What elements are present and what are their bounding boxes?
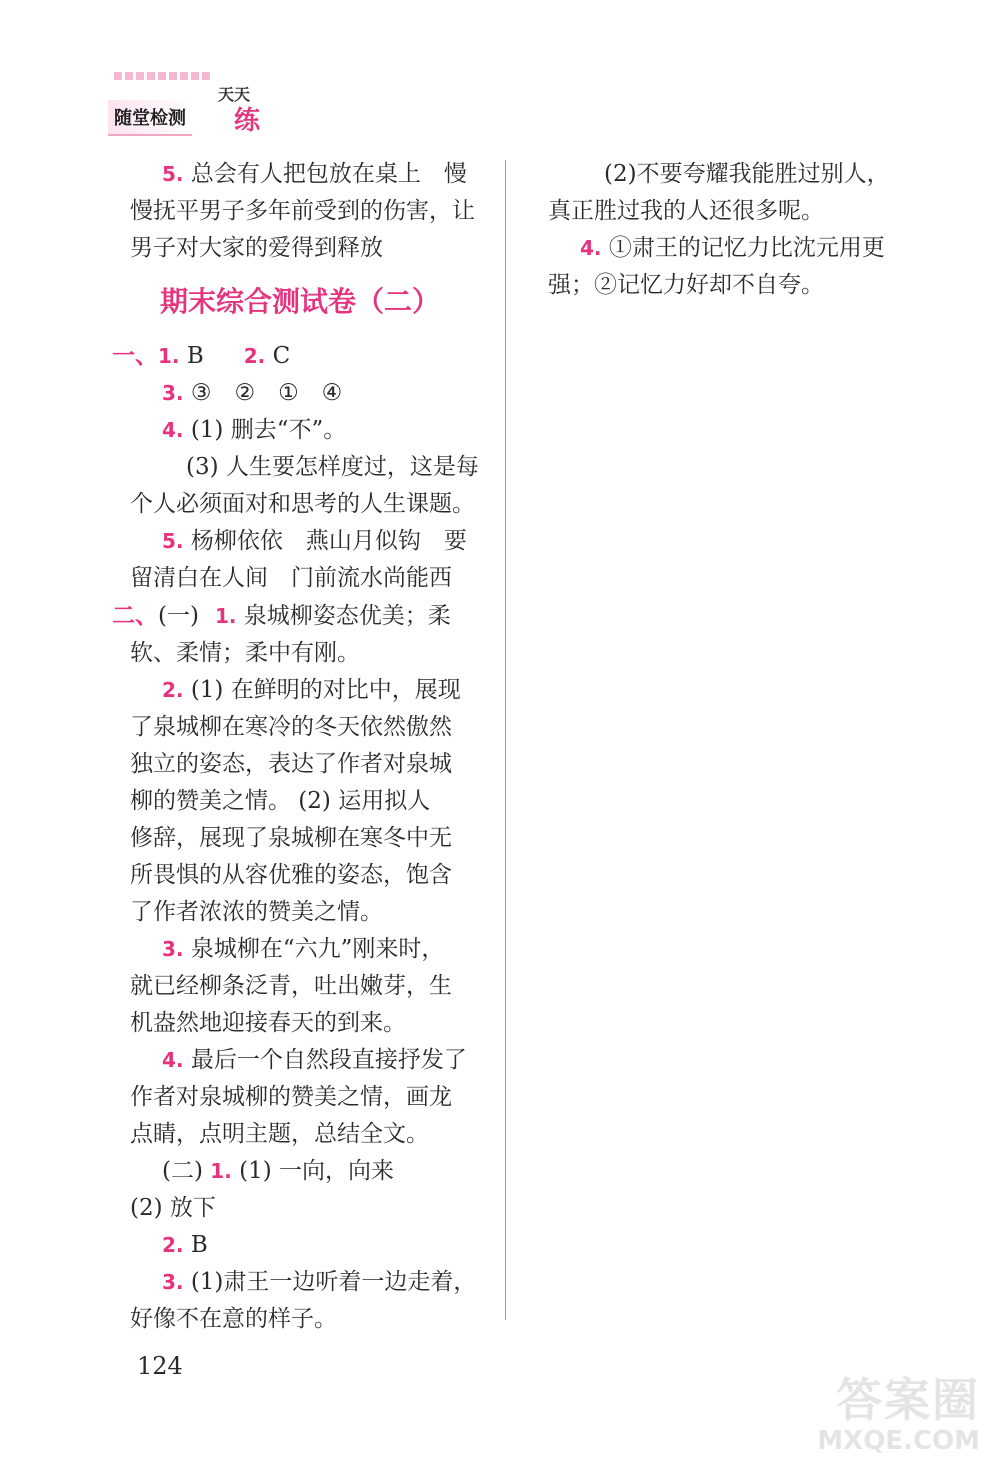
answer-line: 真正胜过我的人还很多呢。 xyxy=(548,198,824,224)
answer-line: 好像不在意的样子。 xyxy=(130,1306,337,1332)
brand-accent-big: 练 xyxy=(234,106,261,136)
answer-line: 3. (1)肃王一边听着一边走着， xyxy=(162,1269,477,1295)
brand-logo xyxy=(108,70,261,140)
answer-line: 3. 泉城柳在“六九”刚来时， xyxy=(162,936,445,962)
answer-line: 慢抚平男子多年前受到的伤害，让 xyxy=(130,198,475,224)
answer-line: 留清白在人间 门前流水尚能西 xyxy=(130,565,452,591)
answer-line: 所畏惧的从容优雅的姿态，饱含 xyxy=(130,862,452,888)
watermark-url: MXQE.COM xyxy=(817,1426,980,1456)
answer-line: 修辞，展现了泉城柳在寒冬中无 xyxy=(130,825,452,851)
answer-line: 5. 总会有人把包放在桌上 慢 xyxy=(162,161,467,187)
answer-line: 独立的姿态，表达了作者对泉城 xyxy=(130,751,452,777)
section-title: 期末综合测试卷（二） xyxy=(159,285,440,318)
answer-line: 作者对泉城柳的赞美之情，画龙 xyxy=(130,1084,452,1110)
answer-line: 柳的赞美之情。 (2) 运用拟人 xyxy=(130,788,431,814)
page-number: 124 xyxy=(137,1352,183,1380)
answer-line: 一、1. B 2. C xyxy=(112,342,291,369)
answer-line: (2) 放下 xyxy=(130,1195,216,1221)
right-column xyxy=(548,156,894,304)
answer-line: 3. ③ ② ① ④ xyxy=(162,380,343,406)
column-divider xyxy=(505,160,506,1320)
brand-accent-top: 天天 xyxy=(218,85,251,104)
answer-line: 二、(一) 1. 泉城柳姿态优美；柔 xyxy=(112,602,451,629)
watermark xyxy=(817,1374,980,1456)
part-label: 二、 xyxy=(112,602,158,629)
answer-line: 点睛，点明主题，总结全文。 xyxy=(130,1121,429,1147)
answer-line: 4. (1) 删去“不”。 xyxy=(162,417,347,443)
answer-line: 4. ①肃王的记忆力比沈元用更 xyxy=(580,235,885,261)
answer-line: 男子对大家的爱得到释放 xyxy=(130,235,383,261)
answer-line: 软、柔情；柔中有刚。 xyxy=(130,640,360,666)
watermark-logo: 答案圈 xyxy=(836,1373,980,1427)
answer-line: 5. 杨柳依依 燕山月似钩 要 xyxy=(162,528,467,554)
answer-line: 2. B xyxy=(162,1232,208,1258)
answer-line: 机盎然地迎接春天的到来。 xyxy=(130,1010,406,1036)
part-label: 一、 xyxy=(112,342,158,369)
answer-line: 个人必须面对和思考的人生课题。 xyxy=(130,491,475,517)
answer-line: (二) 1. (1) 一向，向来 xyxy=(162,1158,394,1184)
left-column xyxy=(112,156,479,1338)
answer-line: (2)不要夸耀我能胜过别人， xyxy=(604,161,890,187)
answer-line: 2. (1) 在鲜明的对比中，展现 xyxy=(162,677,461,703)
logo-decoration xyxy=(114,72,210,80)
brand-accent xyxy=(218,85,261,136)
answer-line: 了作者浓浓的赞美之情。 xyxy=(130,899,383,925)
answer-line: (3) 人生要怎样度过，这是每 xyxy=(186,454,479,480)
answer-line: 就已经柳条泛青，吐出嫩芽，生 xyxy=(130,973,452,999)
answer-line: 4. 最后一个自然段直接抒发了 xyxy=(162,1047,467,1073)
brand-text: 随堂检测 xyxy=(108,100,192,136)
answer-line: 了泉城柳在寒冷的冬天依然傲然 xyxy=(130,714,452,740)
answer-line: 强；②记忆力好却不自夸。 xyxy=(548,272,824,298)
